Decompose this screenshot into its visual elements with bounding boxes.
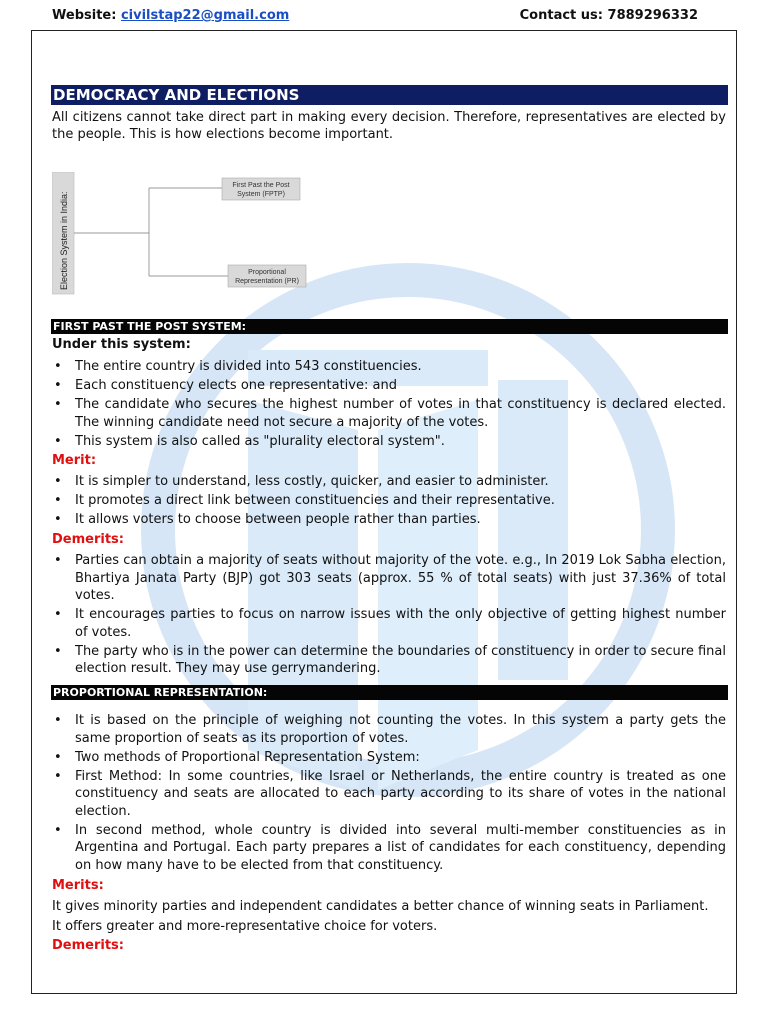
election-system-diagram	[52, 172, 312, 297]
list-item: • Each constituency elects one representative: and	[52, 377, 726, 395]
list-item: • Parties can obtain a majority of seats without majority of the vote. e.g., In 2019 Lok Sabha election, Bhartiya Janata Party (BJP) got 303 seats (approx. 55 % of total seats) with just 37.36% of total votes.	[52, 552, 726, 605]
contact-label: Contact us:	[519, 8, 603, 23]
fptp-demerits-heading: Demerits:	[52, 532, 124, 547]
branch-fptp-line1: First Past the Post	[232, 182, 290, 189]
website-link[interactable]: civilstap22@gmail.com	[120, 8, 290, 23]
list-item: • The candidate who secures the highest number of votes in that constituency is declared elected. The winning candidate need not secure a majority of the votes.	[52, 396, 726, 431]
fptp-under-heading: Under this system:	[52, 337, 191, 352]
list-item: • The party who is in the power can determine the boundaries of constituency in order to secure final election result. They may use gerrymandering.	[52, 643, 726, 678]
diagram-branch-pr	[228, 265, 306, 287]
branch-pr-line1: Proportional	[248, 269, 286, 276]
list-item: • It is simpler to understand, less costly, quicker, and easier to administer.	[52, 473, 726, 491]
list-item: • It is based on the principle of weighing not counting the votes. In this system a party gets the same proportion of seats as its proportion of votes.	[52, 712, 726, 747]
pr-merit-line-2: It offers greater and more-representative choice for voters.	[52, 919, 438, 934]
website-info	[52, 8, 289, 23]
fptp-merits-list	[52, 473, 726, 530]
contact-number: 7889296332	[607, 8, 698, 23]
page-header	[52, 8, 698, 28]
list-item: • The entire country is divided into 543 constituencies.	[52, 358, 726, 376]
list-item: • Two methods of Proportional Representation System:	[52, 749, 726, 767]
fptp-demerits-list	[52, 552, 726, 679]
website-label: Website:	[52, 8, 117, 23]
pr-merit-line-1: It gives minority parties and independent candidates a better chance of winning seats in Parliament.	[52, 899, 709, 914]
section-title-democracy: DEMOCRACY AND ELECTIONS	[51, 85, 728, 105]
pr-merits-heading: Merits:	[52, 878, 104, 893]
branch-pr-line2: Representation (PR)	[235, 278, 299, 285]
diagram-branch-fptp	[222, 178, 300, 200]
branch-fptp-line2: System (FPTP)	[237, 191, 285, 198]
pr-points-list	[52, 712, 726, 876]
fptp-merit-heading: Merit:	[52, 453, 97, 468]
list-item: • In second method, whole country is divided into several multi-member constituencies as in Argentina and Portugal. Each party prepares a list of candidates for each constituency, depending on how many have to be elected from that constituency.	[52, 822, 726, 875]
contact-info	[520, 8, 698, 23]
fptp-points-list	[52, 358, 726, 452]
intro-paragraph: All citizens cannot take direct part in making every decision. Therefore, representatives are elected by the people. This is how elections become important.	[52, 110, 726, 142]
list-item: • It allows voters to choose between people rather than parties.	[52, 511, 726, 529]
section-title-pr: PROPORTIONAL REPRESENTATION:	[51, 685, 728, 700]
list-item: • It promotes a direct link between constituencies and their representative.	[52, 492, 726, 510]
list-item: • First Method: In some countries, like Israel or Netherlands, the entire country is treated as one constituency and seats are allocated to each party according to its share of votes in the national election.	[52, 768, 726, 821]
list-item: • It encourages parties to focus on narrow issues with the only objective of getting highest number of votes.	[52, 606, 726, 641]
section-title-fptp: FIRST PAST THE POST SYSTEM:	[51, 319, 728, 334]
diagram-root-label: Election System in India:	[59, 191, 69, 290]
pr-demerits-heading: Demerits:	[52, 938, 124, 953]
list-item: • This system is also called as "plurality electoral system".	[52, 433, 726, 451]
